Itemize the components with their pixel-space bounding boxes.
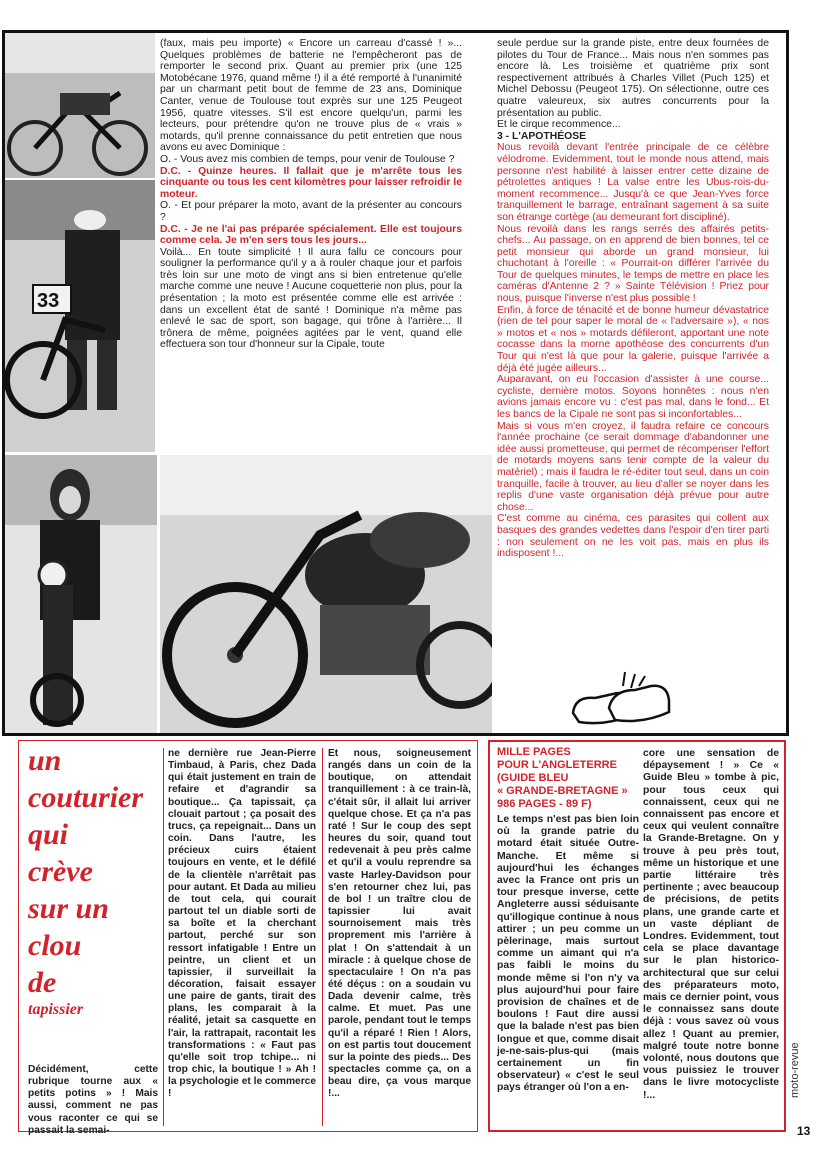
photo-woman-on-motorcycle xyxy=(5,455,157,733)
headline-line: clou xyxy=(28,929,82,962)
article-column-2 xyxy=(497,38,769,560)
magazine-name: moto-revue xyxy=(789,1042,801,1098)
guide-title-line: POUR L'ANGLETERRE xyxy=(497,759,617,771)
article-paragraph: Nous revoilà dans les rangs serrés des affairés petits-chefs... Au passage, on en apprend de bien bonnes, tel ce petit monsieur qui aborde un grand monsieur, lui chuchotant à l'oreille : « Pourrait-on différer l'arrivée du Tour de quelques minutes, le temps de mettre en place les caméras d'Antenne 2 ? » Sainte Télévision ! Priez pour nous, puisque l'inverse n'est plus possible ! xyxy=(497,223,769,305)
couturier-intro xyxy=(28,1064,158,1137)
column-text: core une sensation de dépaysement ! » Ce « Guide Bleu » tombe à pic, pour tous ceux qui connaissent, ceux qui ne connaissent pas encore et ceux qui veulent connaître la Grande-Bretagne. On y trouve à peu près tout, même un historique et une partie littéraire très pertinente ; avec beaucoup de précisions, de petits plans, une grande carte et un vaste dépliant de Londres. Evidemment, tout cela se place davantage sur le plan historico-architectural que sur celui des préparateurs moto, mais ce dernier point, vous le connaissez sans doute déjà : vous savez où vous allez ! Quant au premier, malgré toute notre bonne volonté, nous doutons que vous puissiez le trouver dans le livre motocycliste !... xyxy=(643,748,779,1101)
article-paragraph: (faux, mais peu importe) « Encore un carreau d'cassé ! »... Quelques problèmes de batterie ne l'empêcheront pas de remporter le second prix. Quant au premier prix (une 125 Motobécane 1976, quand même !) il a été remporté à l'unanimité par un charmant petit bout de femme de 23 ans, Dominique Canter, venue de Toulouse tout exprès sur une 125 Peugeot 1956, quatre vitesses. S'il est encore quelqu'un, parmi les lecteurs, pour prétendre qu'on ne trouve plus de « vrais » motards, qu'il prenne connaissance du petit entretien que nous avons eu avec Dominique : xyxy=(160,38,462,154)
couturier-column-1 xyxy=(168,748,316,1101)
photo-motorcycle-closeup xyxy=(160,455,492,733)
page-number: 13 xyxy=(797,1124,811,1138)
column-divider xyxy=(322,748,323,1126)
headline-line: un xyxy=(28,744,62,777)
shoes-doodle-illustration xyxy=(565,668,675,730)
race-number-plate: 33 xyxy=(37,290,60,312)
headline-line: de xyxy=(28,966,57,999)
interview-answer: D.C. - Je ne l'ai pas préparée spécialement. Elle est toujours comme cela. Je m'en sers tous les jours... xyxy=(160,223,462,247)
column-text: Et nous, soigneusement rangés dans un coin de la boutique, on attendait tranquillement : à ce train-là, c'était sûr, il allait lui arriver quelque chose. Et ça n'a pas raté ! Sur le coup des sept heures du soir, quand tout redevenait à peu près calme et qu'il a voulu reprendre sa vaste Harley-Davidson pour s'en retourner chez lui, pas de bol ! un traître clou de tapissier lui avait sournoisement mais très proprement mis l'arrière à plat ! On s'attendait à un miracle : à quelque chose de spectaculaire ! On n'a pas été déçus : on a soudain vu Dada devenir calme, très calme. Et muet. Pas une parole, pendant tout le temps qu'il a réparé ! Rien ! Alors, on est partis tout doucement sur la pointe des pieds... Des spectacles comme ça, on a beau dire, ça vous marque !... xyxy=(328,748,471,1100)
guide-title-line: MILLE PAGES xyxy=(497,746,571,758)
headline-line: qui xyxy=(28,818,69,851)
photo-vintage-motorcycles-parked xyxy=(5,33,155,178)
headline-line: crève xyxy=(28,855,93,888)
guide-column-2 xyxy=(643,748,779,1102)
headline-line: couturier xyxy=(28,781,144,814)
interview-question: O. - Vous avez mis combien de temps, pour venir de Toulouse ? xyxy=(160,153,455,165)
guide-title xyxy=(497,746,645,811)
column-text: Le temps n'est pas bien loin où la grande patrie du motard était située Outre-Manche. Et même si aujourd'hui les échanges avec la France ont pris un tour presque inverse, cette Angleterre aussi séduisante qu'illogique continue à nous attirer ; un peu comme un pèlerinage, mais surtout comme un aimant qui n'a pas faibli le moins du monde même si l'on n'y va plus aujourd'hui pour faire provision de chaînes et de boulons ! Faut dire aussi que la balade n'est pas bien longue et que, comme disait je-ne-sais-plus-qui (mais certainement un fin observateur) « c'est le seul pays étranger où l'on a en- xyxy=(497,814,639,1094)
interview-question: O. - Et pour préparer la moto, avant de la présenter au concours ? xyxy=(160,200,462,223)
guide-column-1 xyxy=(497,814,639,1095)
guide-title-line: (GUIDE BLEU xyxy=(497,772,569,784)
article-paragraph: Enfin, à force de ténacité et de bonne humeur dévastatrice (rien de tel pour saper le moral de « l'adversaire »), « nos » motos et « nos » motards défileront, apportant une note cocasse dans la morne apothéose des concurrents d'un Tour qui n'est là que pour la galerie, puisque l'arrivée a déjà été jugée ailleurs... xyxy=(497,304,769,374)
couturier-column-2 xyxy=(328,748,471,1101)
guide-title-line: 986 PAGES - 89 F) xyxy=(497,798,592,810)
article-paragraph: Et le cirque recommence... xyxy=(497,119,621,131)
intro-text: Décidément, cette rubrique tourne aux « petits potins » ! Mais aussi, comment ne pas vous raconter ce qui se passait la semai- xyxy=(28,1064,158,1136)
interview-answer: D.C. - Quinze heures. Il fallait que je m'arrête tous les cinquante ou tous les cent kilomètres pour laisser refroidir le moteur. xyxy=(160,165,462,200)
section-heading: 3 - L'APOTHÉOSE xyxy=(497,130,587,142)
headline-line-small: tapissier xyxy=(28,1001,84,1018)
photo-rider-number-33 xyxy=(5,180,155,452)
article-paragraph: Mais si vous m'en croyez, il faudra refaire ce concours l'année prochaine (ce serait dommage d'abandonner une idée aussi prometteuse, qui permet de récompenser l'effort de motards moyens sans tenir compte de la valeur du matériel) ; mais il faudra le ré-éditer tout seul, dans un coin tranquille, facile à trouver, au lieu d'aller se noyer dans les replis d'une vaste organisation déjà prévue pour autre chose... xyxy=(497,420,769,513)
column-divider xyxy=(163,748,164,1126)
headline-line: sur un xyxy=(28,892,109,925)
column-text: ne dernière rue Jean-Pierre Timbaud, à Paris, chez Dada qui était justement en train de refaire et d'agrandir sa boutique... Ça tapissait, ça clouait partout ; ça posait des trucs, ça repeignait... Dans un coin. Dans l'autre, les précieux cuirs étaient toujours en vente, et le défilé de la clientèle n'arrêtait pas pour autant. Et Dada au milieu de tout cela, qui courait partout tel un diable sorti de sa boîte et la cherchant partout, perché sur son ressort infatigable ! Entre un peintre, un client et un tapissier, il surveillait la décoration, faisait essayer une paire de gants, tirait des plans, les comparait à la réalité, jetait sa casquette en l'air, la rattrapait, racontait les transformations : « Faut pas qu'elle soit trop tchipe... ni trop chic, la boutique ! » Ah ! la psychologie et le commerce ! xyxy=(168,748,316,1100)
article-paragraph: Nous revoilà devant l'entrée principale de ce célèbre vélodrome. Evidemment, tout le monde nous attend, mais personne n'est habilité à laisser entrer cette dizaine de pétrolettes antiques ! La valse entre les Ubus-rois-du-moment recommence... Jusqu'à ce que Jean-Yves force tranquillement le barrage, entraînant sagement à sa suite son étrange cortège (au demeurant fort discipliné). xyxy=(497,142,769,223)
couturier-headline xyxy=(28,742,168,1019)
article-paragraph: C'est comme au cinéma, ces parasites qui collent aux basques des grandes vedettes dans l'espoir d'en tirer parti : non seulement on ne les voit pas, mais en plus ils indisposent !... xyxy=(497,513,769,560)
guide-title-line: « GRANDE-BRETAGNE » xyxy=(497,785,628,797)
article-column-1 xyxy=(160,38,462,351)
article-paragraph: Auparavant, on eu l'occasion d'assister à une course... cycliste, dernière motos. Soyons honnêtes : nous n'en avions jamais encore vu : c'est pas mal, dans le fond... Et les bancs de la Cipale ne sont pas si inconfortables... xyxy=(497,374,769,420)
article-paragraph: seule perdue sur la grande piste, entre deux fournées de pilotes du Tour de France... Mais nous n'en sommes pas encore là. Les troisième et quatrième prix sont respectivement attribués à Charles Villet (Puch 125) et Michel Debossu (Peugeot 175). On sélectionne, outre ces quatre valeureux, six autres concurrents pour la présentation au public. xyxy=(497,38,769,119)
article-paragraph: Voilà... En toute simplicité ! Il aura fallu ce concours pour souligner la performance qu'il y a à rouler chaque jour et parfois très loin sur une moto de vingt ans si bien entretenue qu'elle marche comme une neuve ! Aucune coquetterie non plus, pour la présentation ; la moto est présentée comme elle est arrivée : dans un excellent état de santé ! Dominique n'a même pas enlevé le sac de sport, son bagage, qui trône à l'arrière... Il trônera de même, poignées agitées par le vent, quand elle effectuera son tour d'honneur sur la Cipale, toute xyxy=(160,246,462,351)
